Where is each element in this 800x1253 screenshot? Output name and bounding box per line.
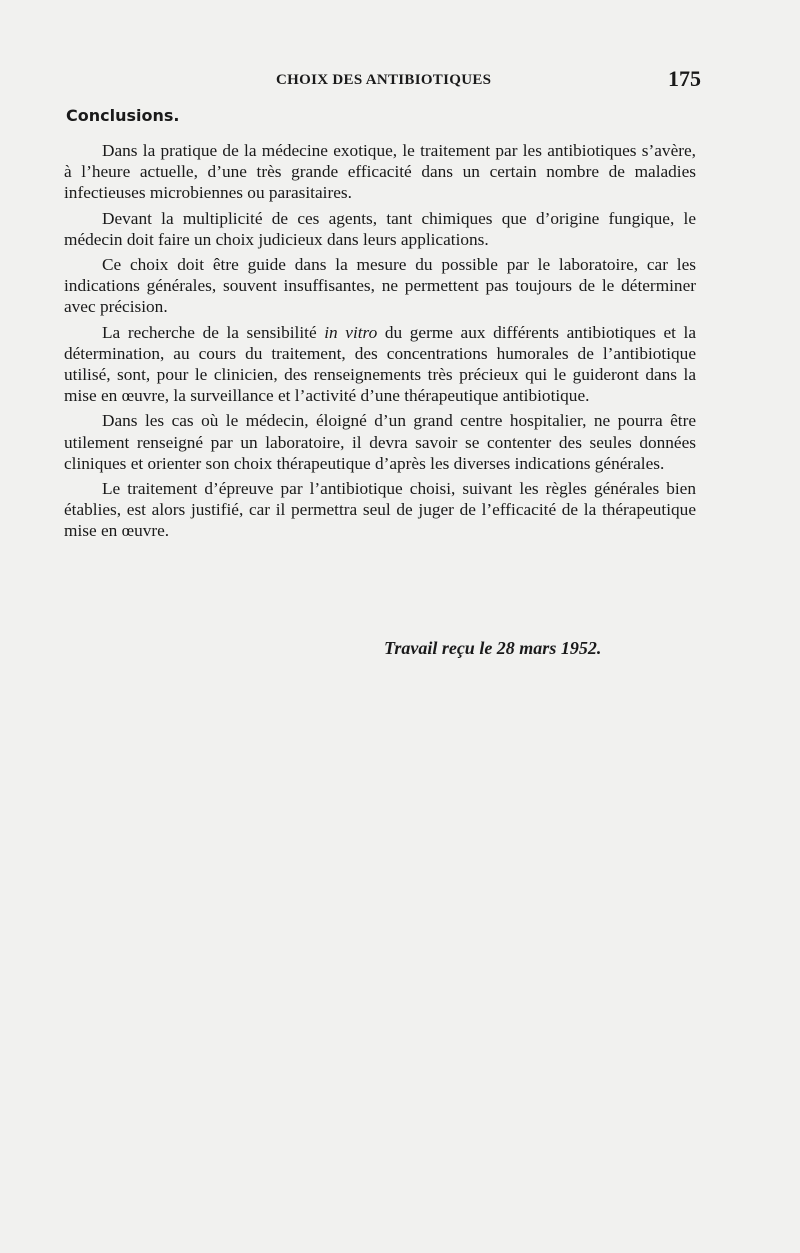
- received-date-note: Travail reçu le 28 mars 1952.: [384, 638, 602, 658]
- italic-term: in vitro: [324, 322, 378, 342]
- paragraph: Dans les cas où le médecin, éloigné d’un grand centre hospitalier, ne pourra être utilement renseigné par un laboratoire, il devra savoir se contenter des seules données cliniques et orienter son choix thérapeutique d’après les diverses indications générales.: [64, 411, 696, 473]
- paragraph-in-vitro: [64, 322, 696, 407]
- body-text: [64, 140, 696, 542]
- paragraph: Dans la pratique de la médecine exotique, le traitement par les antibiotiques s’avère, à l’heure actuelle, d’une très grande efficacité dans un certain nombre de maladies infectieuses microbiennes ou parasitaires.: [64, 141, 696, 203]
- section-heading: Conclusions.: [66, 106, 180, 125]
- paragraph: Le traitement d’épreuve par l’antibiotique choisi, suivant les règles générales bien établies, est alors justifié, car il permettra seul de juger de l’efficacité de la thérapeutique mise en œuvre.: [64, 479, 696, 541]
- running-title: CHOIX DES ANTIBIOTIQUES: [276, 72, 492, 88]
- paragraph: Ce choix doit être guide dans la mesure du possible par le laboratoire, car les indications générales, souvent insuffisantes, ne permettent pas toujours de le déterminer avec précision.: [64, 255, 696, 317]
- page-number: 175: [668, 66, 701, 91]
- paragraph: Devant la multiplicité de ces agents, tant chimiques que d’origine fungique, le médecin doit faire un choix judicieux dans leurs applications.: [64, 208, 696, 249]
- page-header: [0, 64, 800, 96]
- paragraph-text: du germe aux différents antibiotiques et la détermination, au cours du traitement, des concentrations humorales de l’antibiotique utilisé, sont, pour le clinicien, des renseignements très précieux qui le guideront dans la mise en œuvre, la surveillance et l’activité d’une thérapeutique antibiotique.: [64, 322, 696, 406]
- paragraph-text: La recherche de la sensibilité: [102, 322, 325, 342]
